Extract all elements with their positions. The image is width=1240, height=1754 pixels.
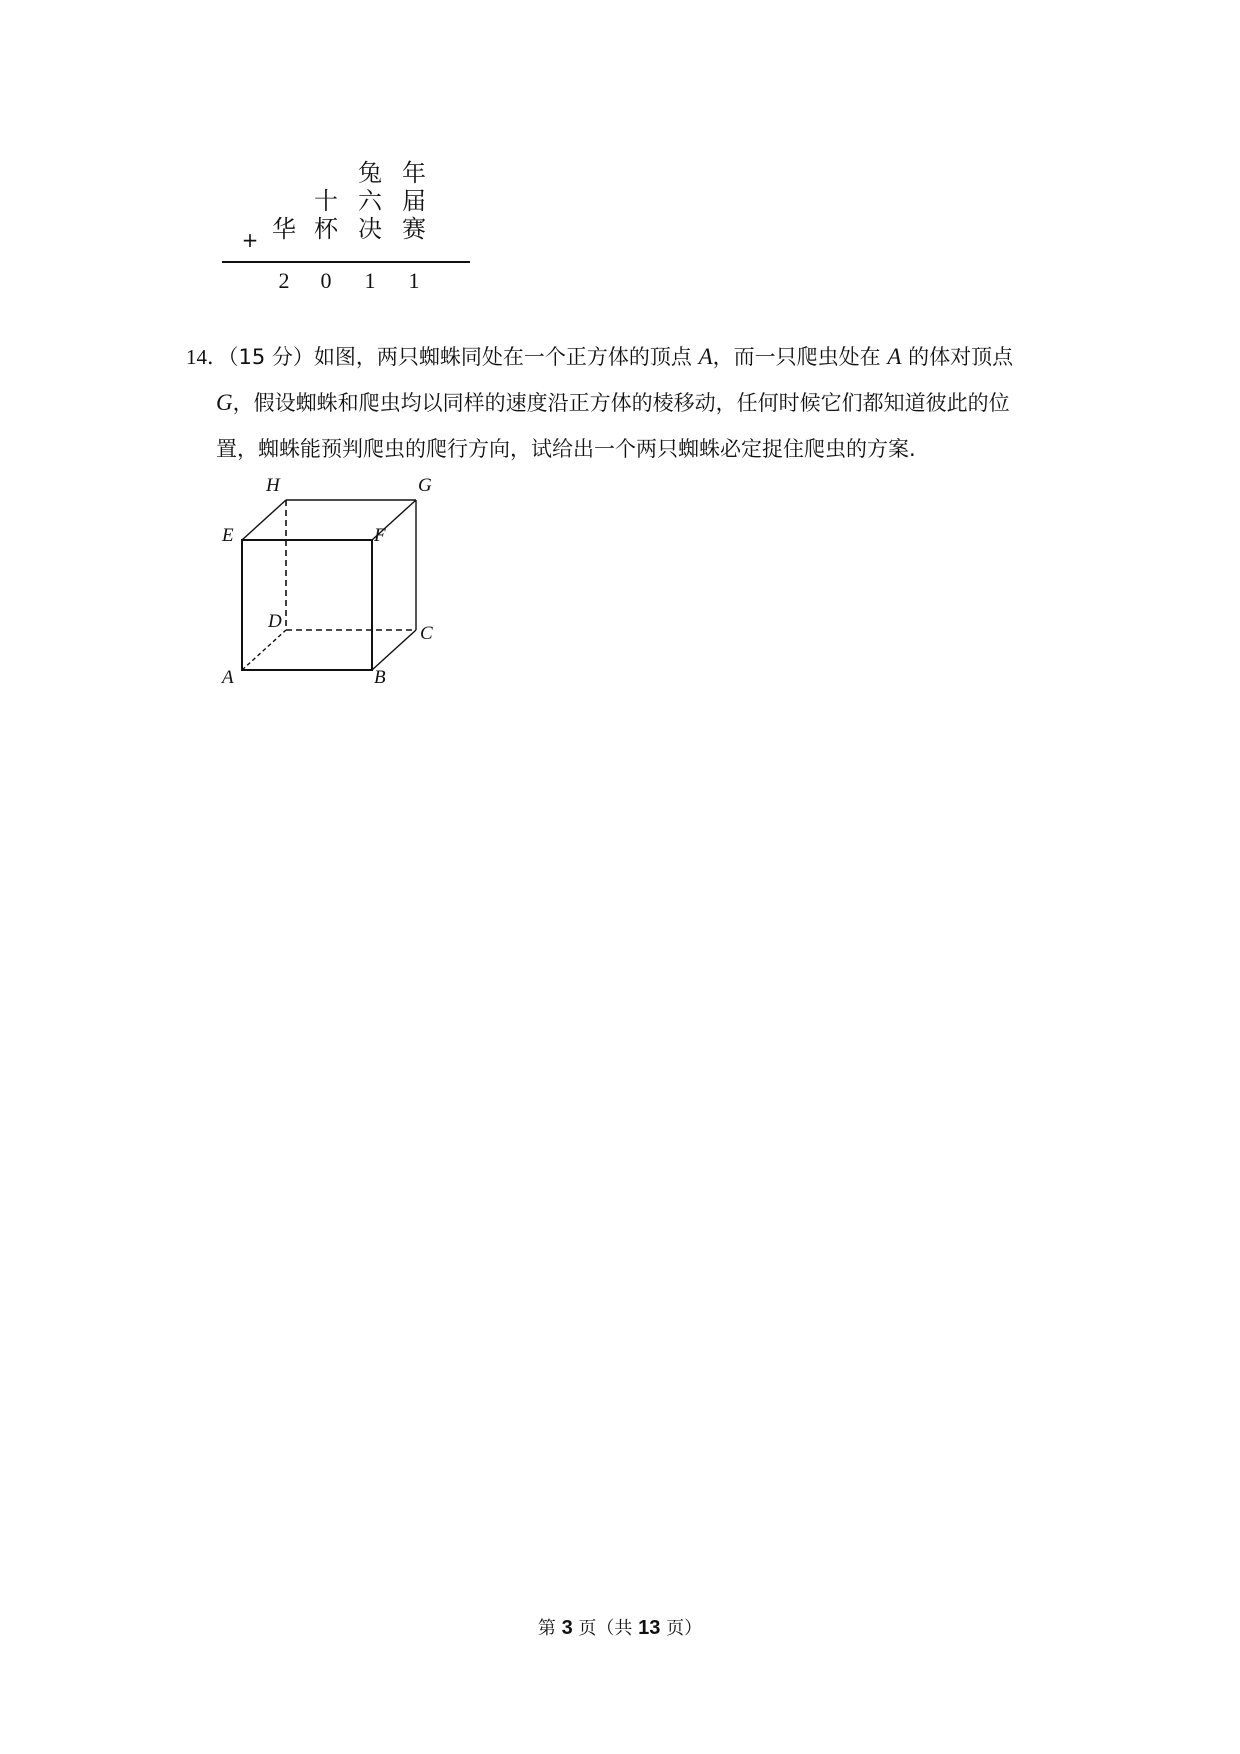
problem-text: ，假设蜘蛛和爬虫均以同样的速度沿正方体的棱移动，任何时候它们都知道彼此的位	[232, 391, 1010, 415]
problem-text: 如图，两只蜘蛛同处在一个正方体的顶点	[313, 345, 699, 369]
problem-text: ，而一只爬虫处在	[712, 345, 888, 369]
page-footer	[0, 1614, 1240, 1640]
vertex-label-e: E	[222, 525, 234, 546]
problem-number: 14．	[186, 345, 228, 369]
puzzle-char: 杯	[314, 215, 338, 243]
puzzle-char: 六	[358, 187, 382, 215]
puzzle-char: 届	[402, 187, 426, 215]
problem-line-2	[186, 380, 1066, 426]
puzzle-char: 十	[314, 187, 338, 215]
vertex-label-b: B	[374, 667, 386, 688]
addition-puzzle	[220, 160, 470, 300]
problem-line-1	[186, 334, 1066, 380]
cube-figure	[218, 475, 448, 692]
vertex-var-g: G	[216, 390, 233, 415]
vertex-label-d: D	[268, 611, 282, 632]
cube-front-face	[242, 540, 372, 670]
cube-drawing	[218, 482, 448, 692]
edge-ad-hidden	[242, 630, 286, 670]
vertex-label-h: H	[266, 475, 280, 496]
vertex-var-a: A	[698, 344, 713, 369]
problem-text: 的体对顶点	[901, 345, 1014, 369]
sum-digit: 1	[408, 268, 420, 293]
footer-text: 页（共	[572, 1618, 639, 1639]
puzzle-char: 兔	[358, 159, 382, 187]
puzzle-char: 赛	[402, 215, 426, 243]
problem-score: （15 分）	[228, 345, 314, 369]
puzzle-char: 华	[272, 215, 296, 243]
total-pages: 13	[638, 1617, 661, 1639]
puzzle-char: 决	[358, 215, 382, 243]
vertex-label-f: F	[374, 525, 386, 546]
edge-bc	[372, 630, 416, 670]
footer-text: 第	[537, 1618, 562, 1639]
footer-text: 页）	[660, 1618, 703, 1639]
plus-sign: +	[241, 228, 259, 252]
vertex-var-a: A	[887, 344, 902, 369]
page-number: 3	[561, 1617, 573, 1639]
vertex-label-g: G	[418, 475, 432, 496]
sum-rule-line	[222, 261, 470, 263]
sum-digit: 1	[364, 268, 376, 293]
sum-digit: 2	[278, 268, 290, 293]
vertex-label-a: A	[222, 667, 234, 688]
problem-line-3: 置，蜘蛛能预判爬虫的爬行方向，试给出一个两只蜘蛛必定捉住爬虫的方案.	[216, 437, 916, 461]
vertex-label-c: C	[420, 623, 433, 644]
puzzle-char: 年	[402, 159, 426, 187]
sum-digit: 0	[320, 268, 332, 293]
edge-eh	[242, 500, 286, 540]
problem-14	[186, 334, 1066, 472]
